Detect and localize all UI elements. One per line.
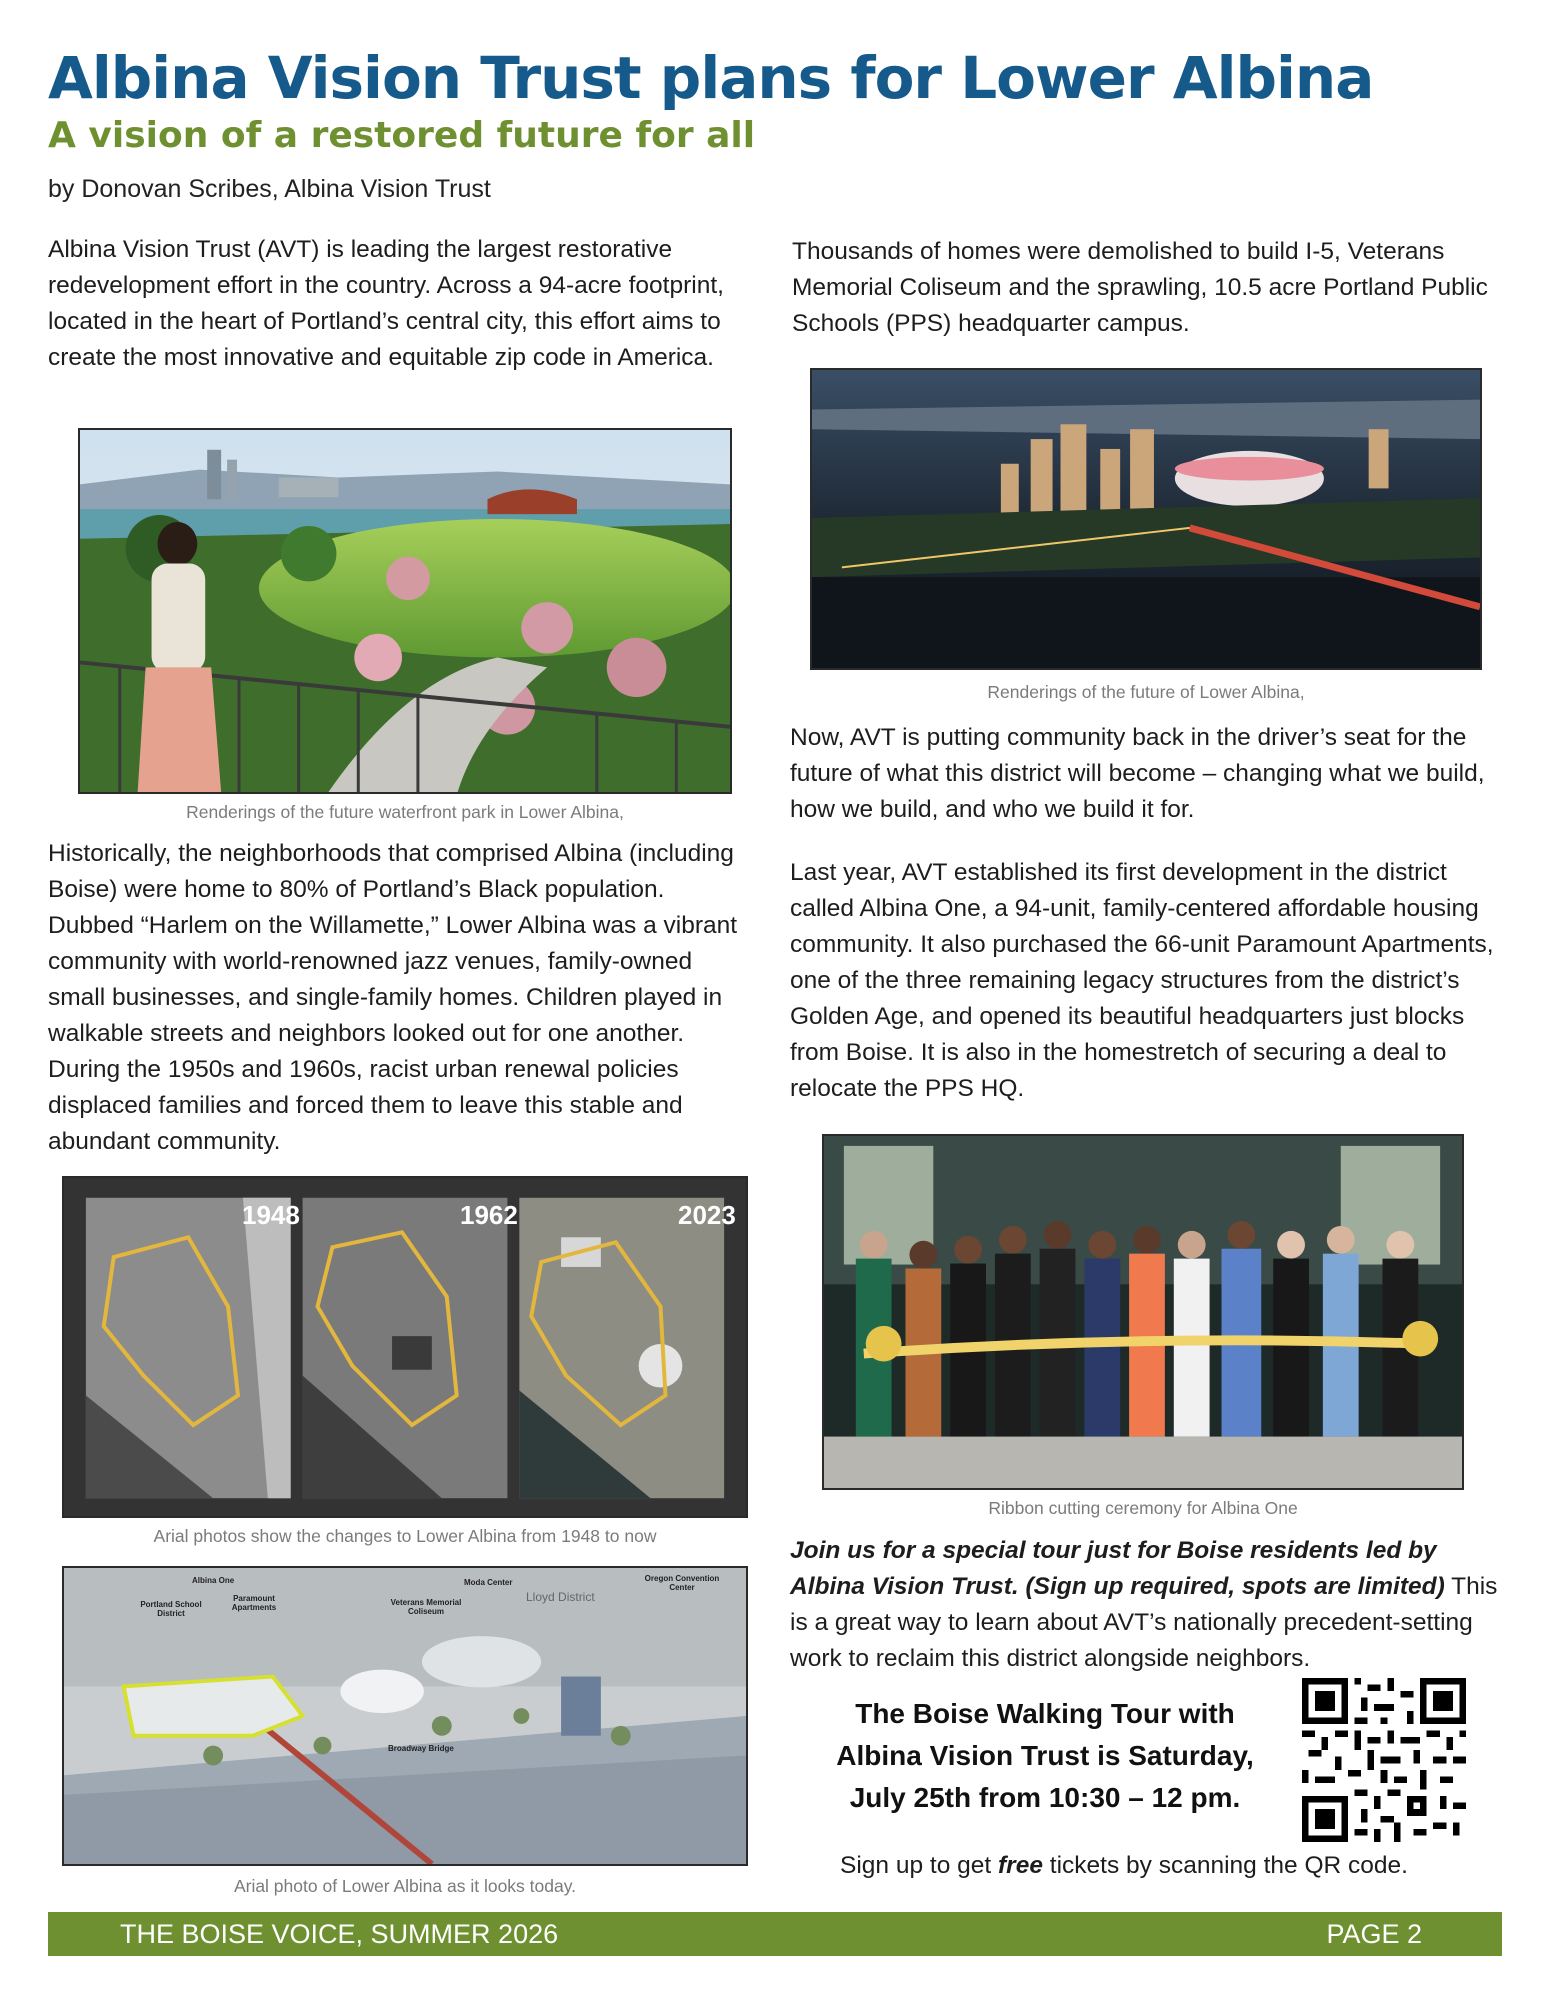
caption-rendering: Renderings of the future of Lower Albina, bbox=[987, 682, 1305, 702]
caption-ribbon: Ribbon cutting ceremony for Albina One bbox=[988, 1498, 1298, 1518]
map-label-albina-one: Albina One bbox=[192, 1576, 235, 1585]
footer-publication: THE BOISE VOICE, SUMMER 2026 bbox=[120, 1919, 559, 1949]
aerial-year-3: 2023 bbox=[678, 1200, 736, 1230]
map-label-coliseum: Veterans Memorial Coliseum bbox=[390, 1598, 462, 1616]
aerial-comparison-photos bbox=[62, 1176, 748, 1518]
signup-pre: Sign up to get bbox=[840, 1852, 999, 1879]
join-paragraph bbox=[790, 1533, 1510, 1677]
history-paragraph: Historically, the neighborhoods that comprised Albina (including Boise) were home to 80% of Portland’s Black population. Dubbed “Harlem on the Willamette,” Lower Albina was a vibrant community with world-renowned jazz venues, family-owned small businesses, and single-family homes. Children played in walkable streets and neighbors looked out for one another. During the 1950s and 1960s, racist urban renewal policies displaced families and forced them to leave this stable and abundant community. bbox=[48, 840, 738, 1155]
caption-park: Renderings of the future waterfront park in Lower Albina, bbox=[186, 802, 624, 822]
demolished-paragraph: Thousands of homes were demolished to build I-5, Veterans Memorial Coliseum and the sprawling, 10.5 acre Portland Public Schools (PPS) headquarter campus. bbox=[792, 238, 1488, 337]
last-year-paragraph: Last year, AVT established its first development in the district called Albina One, a 94-unit, family-centered affordable housing community. It also purchased the 66-unit Paramount Apartments, one of the three remaining legacy structures from the district’s Golden Age, and opened its beautiful headquarters just blocks from Boise. It is also in the homestretch of securing a deal to relocate the PPS HQ. bbox=[790, 859, 1494, 1102]
map-label-convention: Oregon Convention Center bbox=[644, 1574, 720, 1592]
caption-today: Arial photo of Lower Albina as it looks today. bbox=[233, 1876, 577, 1896]
join-emphasis: Join us for a special tour just for Boise residents led by Albina Vision Trust. (Sign up required, spots are limited) bbox=[790, 1537, 1445, 1600]
lower-albina-today-aerial bbox=[62, 1566, 748, 1866]
footer-bar bbox=[48, 1912, 1502, 1956]
byline: by Donovan Scribes, Albina Vision Trust bbox=[48, 175, 491, 203]
intro-paragraph: Albina Vision Trust (AVT) is leading the largest restorative redevelopment effort in the country. Across a 94-acre footprint, located in the heart of Portland’s central city, this effort aims to create the most innovative and equitable zip code in America. bbox=[48, 236, 724, 371]
map-label-paramount: Paramount Apartments bbox=[231, 1594, 277, 1612]
footer-page-number: PAGE 2 bbox=[1326, 1919, 1422, 1949]
qr-code[interactable] bbox=[1302, 1678, 1466, 1842]
tour-line-3: July 25th from 10:30 – 12 pm. bbox=[849, 1782, 1241, 1813]
signup-post: tickets by scanning the QR code. bbox=[1042, 1852, 1408, 1879]
caption-aerials: Arial photos show the changes to Lower Albina from 1948 to now bbox=[153, 1526, 657, 1546]
article-subtitle: A vision of a restored future for all bbox=[48, 115, 756, 156]
map-label-moda: Moda Center bbox=[464, 1578, 513, 1587]
aerial-year-2: 1962 bbox=[460, 1200, 518, 1230]
signup-line bbox=[840, 1848, 1460, 1884]
now-paragraph: Now, AVT is putting community back in the driver’s seat for the future of what this district will become – changing what we build, how we build, and who we build it for. bbox=[790, 724, 1485, 823]
aerial-year-1: 1948 bbox=[242, 1200, 300, 1230]
night-district-rendering bbox=[810, 368, 1482, 670]
signup-free: free bbox=[998, 1852, 1043, 1879]
map-label-pps: Portland School District bbox=[140, 1600, 202, 1618]
map-label-lloyd: Lloyd District bbox=[526, 1590, 595, 1604]
article-title: Albina Vision Trust plans for Lower Albina bbox=[48, 44, 1374, 112]
waterfront-park-rendering bbox=[78, 428, 732, 794]
map-label-bridge: Broadway Bridge bbox=[388, 1744, 454, 1753]
tour-line-1: The Boise Walking Tour with bbox=[855, 1698, 1235, 1729]
tour-announcement bbox=[815, 1693, 1275, 1819]
tour-line-2: Albina Vision Trust is Saturday, bbox=[836, 1740, 1254, 1771]
join-rest: This is a great way to learn about AVT’s nationally precedent-setting work to reclaim this district alongside neighbors. bbox=[790, 1573, 1498, 1672]
ribbon-cutting-photo bbox=[822, 1134, 1464, 1490]
